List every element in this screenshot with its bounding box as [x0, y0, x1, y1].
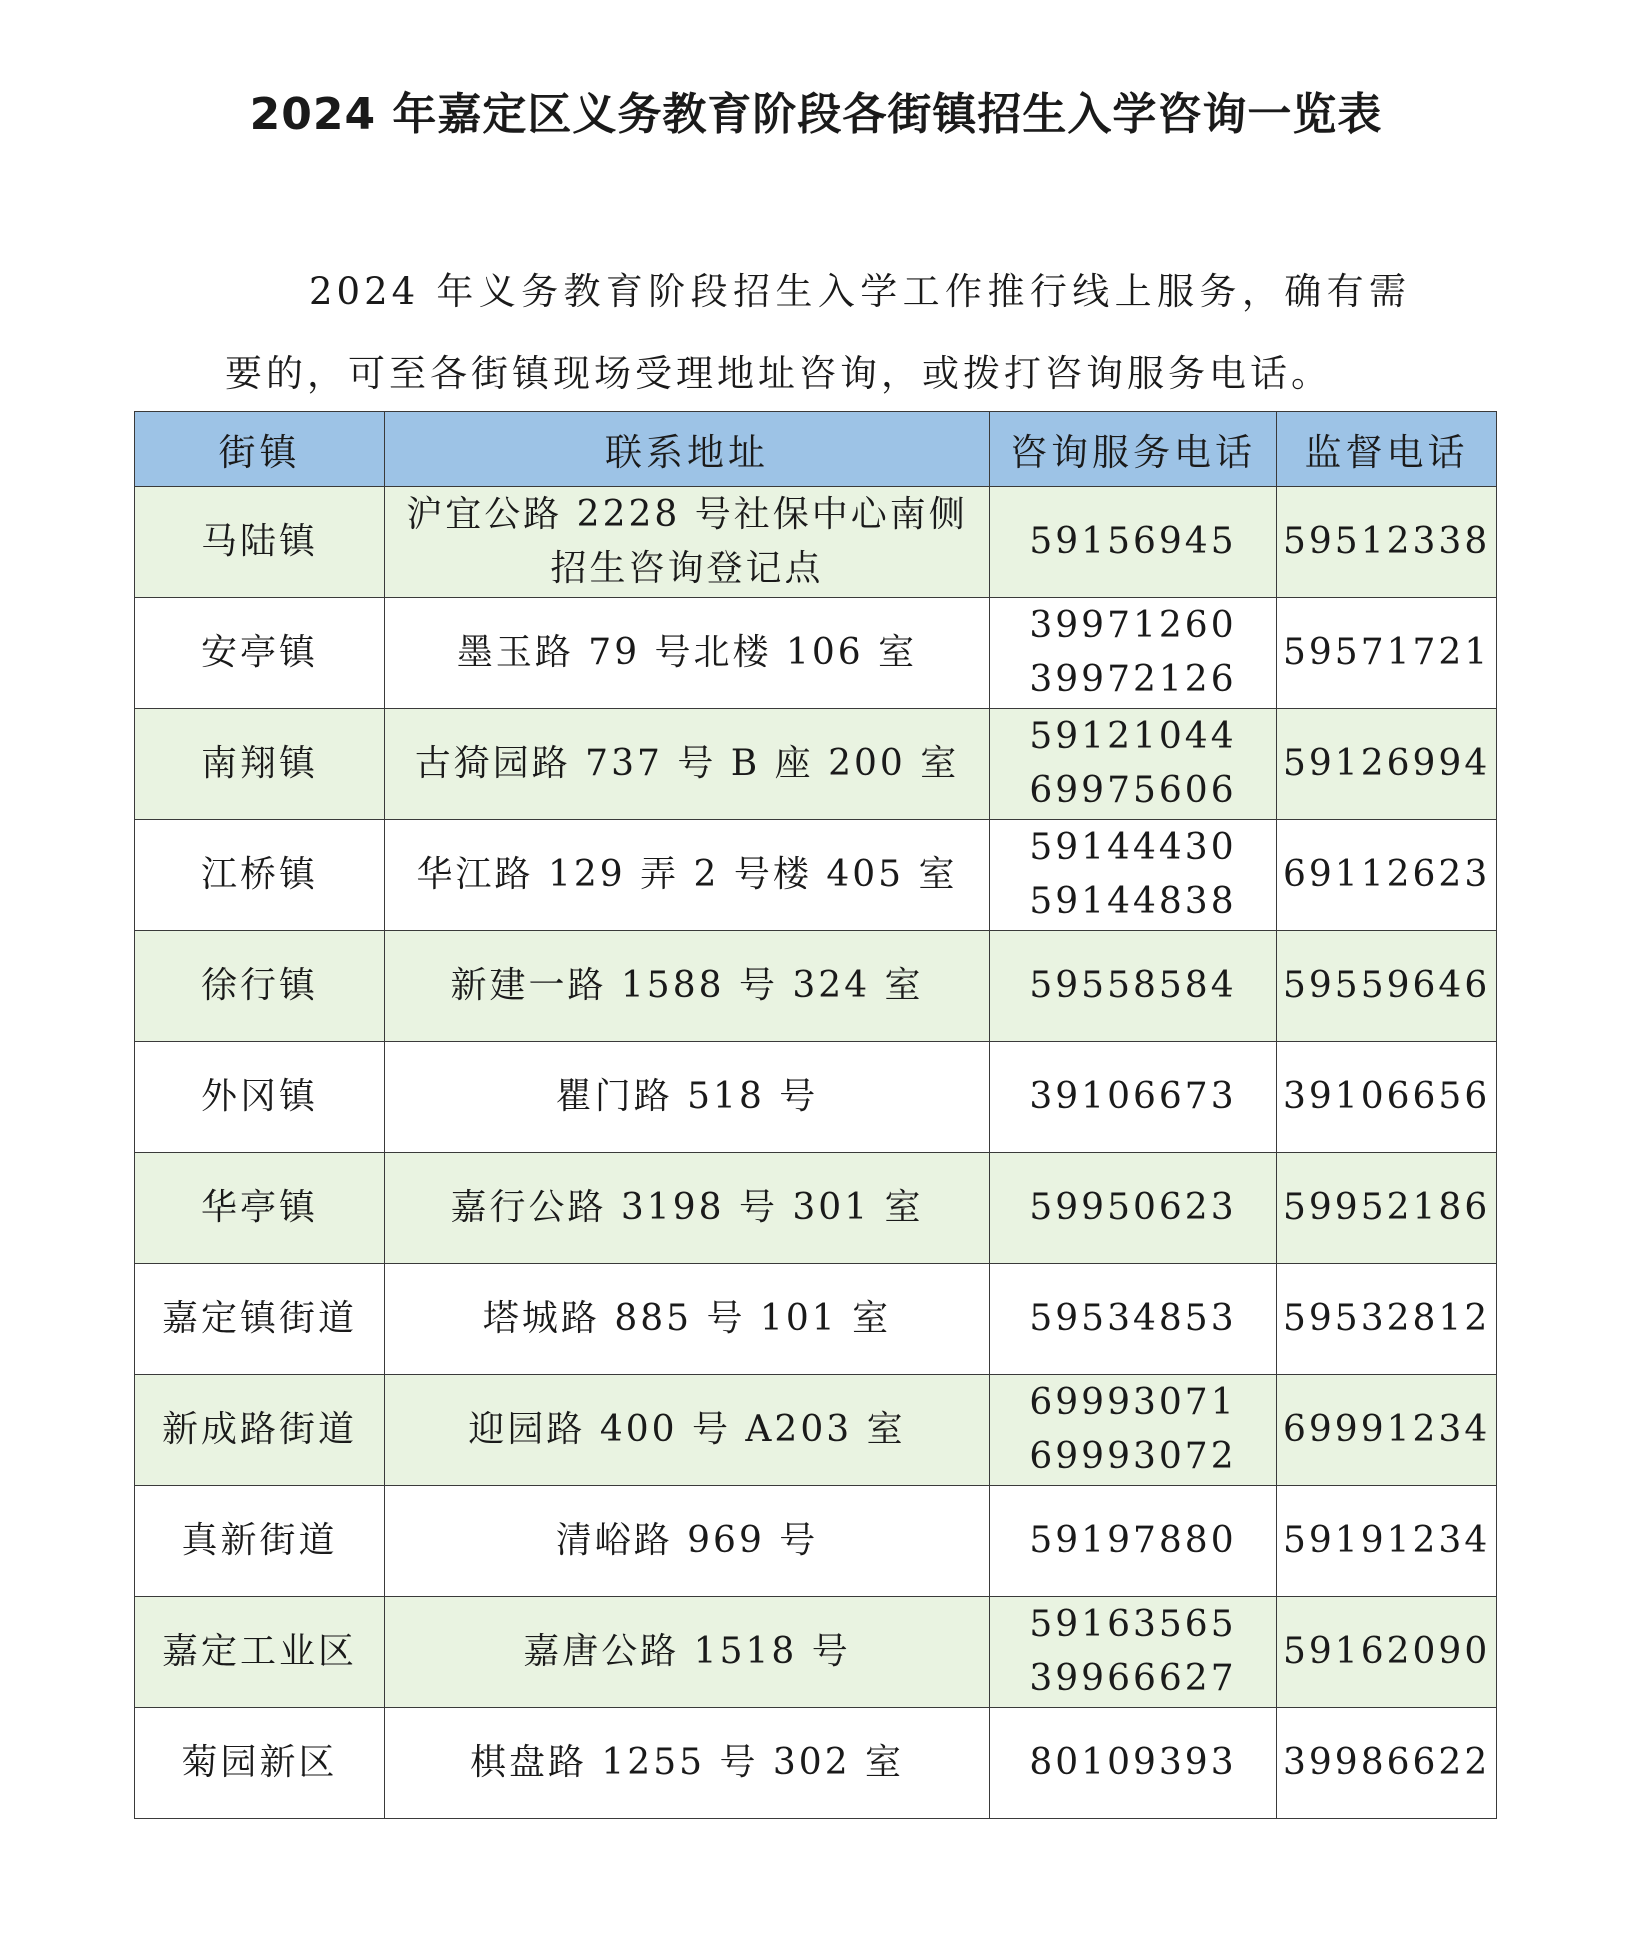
- phone-number: 80109393: [1029, 1742, 1237, 1783]
- table-row: [135, 1264, 1497, 1375]
- address-line: 棋盘路 1255 号 302 室: [469, 1742, 905, 1783]
- table-row: [135, 820, 1497, 931]
- cell-address: [385, 1375, 990, 1486]
- phone-number: 59144430: [1029, 827, 1237, 868]
- cell-supervision-phone: 59126994: [1277, 709, 1497, 820]
- phone-number: 59950623: [1029, 1187, 1237, 1228]
- cell-town: 真新街道: [135, 1486, 385, 1597]
- table-body: [135, 487, 1497, 1819]
- table-row: [135, 1708, 1497, 1819]
- cell-address: [385, 1042, 990, 1153]
- cell-town: 嘉定镇街道: [135, 1264, 385, 1375]
- address-line: 嘉行公路 3198 号 301 室: [450, 1187, 924, 1228]
- address-line: 新建一路 1588 号 324 室: [450, 965, 924, 1006]
- address-line: 瞿门路 518 号: [555, 1076, 819, 1117]
- phone-number: 69975606: [1029, 770, 1237, 811]
- table-row: [135, 1375, 1497, 1486]
- cell-consult-phone: [990, 598, 1277, 709]
- phone-number: 69993071: [1029, 1382, 1237, 1423]
- cell-address: [385, 1708, 990, 1819]
- table-row: [135, 931, 1497, 1042]
- cell-consult-phone: [990, 1153, 1277, 1264]
- phone-number: 59534853: [1029, 1298, 1237, 1339]
- table-row: [135, 1153, 1497, 1264]
- phone-number: 59197880: [1029, 1520, 1237, 1561]
- cell-consult-phone: [990, 1597, 1277, 1708]
- cell-town: 南翔镇: [135, 709, 385, 820]
- table-row: [135, 487, 1497, 598]
- cell-town: 徐行镇: [135, 931, 385, 1042]
- header-consult-phone: 咨询服务电话: [990, 412, 1277, 487]
- cell-town: 安亭镇: [135, 598, 385, 709]
- table-row: [135, 598, 1497, 709]
- header-town: 街镇: [135, 412, 385, 487]
- phone-number: 59156945: [1029, 521, 1237, 562]
- cell-address: [385, 1264, 990, 1375]
- cell-supervision-phone: 59559646: [1277, 931, 1497, 1042]
- address-line: 塔城路 885 号 101 室: [482, 1298, 892, 1339]
- page-title: 2024 年嘉定区义务教育阶段各街镇招生入学咨询一览表: [249, 89, 1383, 140]
- cell-address: [385, 487, 990, 598]
- cell-consult-phone: [990, 1708, 1277, 1819]
- address-line: 华江路 129 弄 2 号楼 405 室: [416, 854, 958, 895]
- cell-supervision-phone: 59512338: [1277, 487, 1497, 598]
- address-line: 沪宜公路 2228 号社保中心南侧: [406, 494, 968, 535]
- table-row: [135, 1597, 1497, 1708]
- cell-town: 菊园新区: [135, 1708, 385, 1819]
- cell-supervision-phone: 59191234: [1277, 1486, 1497, 1597]
- cell-town: 外冈镇: [135, 1042, 385, 1153]
- header-address: 联系地址: [385, 412, 990, 487]
- phone-number: 39971260: [1029, 605, 1237, 646]
- cell-address: [385, 598, 990, 709]
- cell-address: [385, 820, 990, 931]
- table-row: [135, 709, 1497, 820]
- cell-supervision-phone: 59532812: [1277, 1264, 1497, 1375]
- header-supervision-phone: 监督电话: [1277, 412, 1497, 487]
- cell-supervision-phone: 59571721: [1277, 598, 1497, 709]
- cell-town: 嘉定工业区: [135, 1597, 385, 1708]
- cell-consult-phone: [990, 709, 1277, 820]
- cell-town: 华亭镇: [135, 1153, 385, 1264]
- address-line: 古猗园路 737 号 B 座 200 室: [414, 743, 960, 784]
- table-row: [135, 1042, 1497, 1153]
- phone-number: 59144838: [1029, 881, 1237, 922]
- address-line: 清峪路 969 号: [555, 1520, 819, 1561]
- cell-address: [385, 1597, 990, 1708]
- cell-address: [385, 1486, 990, 1597]
- phone-number: 59163565: [1029, 1604, 1237, 1645]
- cell-town: 新成路街道: [135, 1375, 385, 1486]
- cell-supervision-phone: 59162090: [1277, 1597, 1497, 1708]
- cell-supervision-phone: 39986622: [1277, 1708, 1497, 1819]
- cell-town: 马陆镇: [135, 487, 385, 598]
- cell-consult-phone: [990, 487, 1277, 598]
- cell-address: [385, 709, 990, 820]
- phone-number: 39106673: [1029, 1076, 1237, 1117]
- consultation-table: [134, 411, 1497, 1819]
- phone-number: 59121044: [1029, 716, 1237, 757]
- cell-supervision-phone: 39106656: [1277, 1042, 1497, 1153]
- phone-number: 39972126: [1029, 659, 1237, 700]
- phone-number: 39966627: [1029, 1658, 1237, 1699]
- table-row: [135, 1486, 1497, 1597]
- cell-consult-phone: [990, 1264, 1277, 1375]
- cell-address: [385, 1153, 990, 1264]
- cell-town: 江桥镇: [135, 820, 385, 931]
- phone-number: 69993072: [1029, 1436, 1237, 1477]
- cell-consult-phone: [990, 820, 1277, 931]
- cell-supervision-phone: 59952186: [1277, 1153, 1497, 1264]
- address-line: 墨玉路 79 号北楼 106 室: [456, 632, 918, 673]
- cell-address: [385, 931, 990, 1042]
- address-line: 招生咨询登记点: [550, 548, 824, 589]
- address-line: 嘉唐公路 1518 号: [523, 1631, 851, 1672]
- intro-paragraph: 2024 年义务教育阶段招生入学工作推行线上服务，确有需要的，可至各街镇现场受理地址咨询，或拨打咨询服务电话。: [225, 270, 1410, 395]
- cell-supervision-phone: 69991234: [1277, 1375, 1497, 1486]
- cell-consult-phone: [990, 1042, 1277, 1153]
- cell-consult-phone: [990, 1486, 1277, 1597]
- table-header-row: [135, 412, 1497, 487]
- cell-supervision-phone: 69112623: [1277, 820, 1497, 931]
- cell-consult-phone: [990, 931, 1277, 1042]
- cell-consult-phone: [990, 1375, 1277, 1486]
- address-line: 迎园路 400 号 A203 室: [468, 1409, 906, 1450]
- phone-number: 59558584: [1029, 965, 1237, 1006]
